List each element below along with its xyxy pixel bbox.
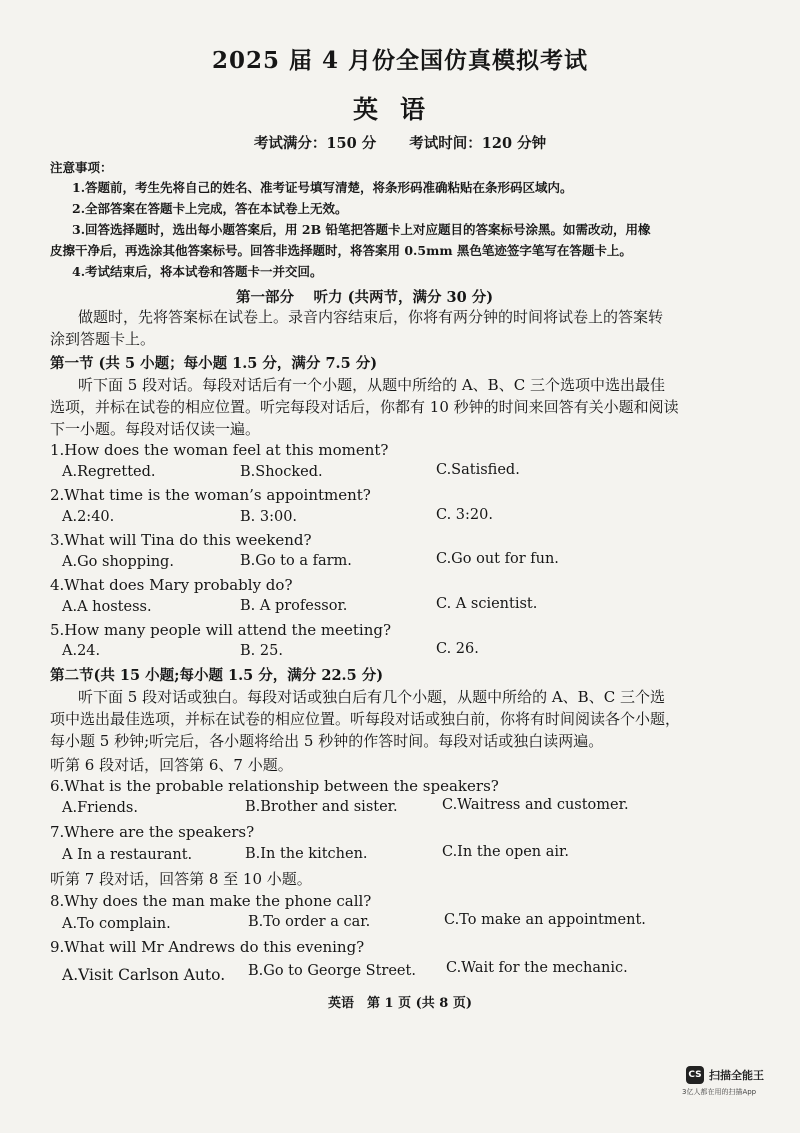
option-b: B.Brother and sister. [245,799,398,815]
option-c: C. A scientist. [436,596,538,612]
option-c: C.Waitress and customer. [442,797,629,813]
note-item: 4.考试结束后，将本试卷和答题卡一并交回。 [72,264,323,279]
option-a: A.Regretted. [62,464,156,480]
part1-intro: 做题时，先将答案标在试卷上。录音内容结束后，你将有两分钟的时间将试卷上的答案转 [78,308,664,326]
subject-title: 英语 [352,95,447,124]
option-a: A.Go shopping. [62,554,174,570]
question-text: 3.What will Tina do this weekend? [50,531,312,549]
question-text: 1.How does the woman feel at this moment? [50,441,389,459]
section1-intro: 下一小题。每段对话仅读一遍。 [50,420,261,438]
question-text: 4.What does Mary probably do? [50,576,293,594]
note-item: 3.回答选择题时，选出每小题答案后，用 2B 铅笔把答题卡上对应题目的答案标号涂黑。如需改动，用橡 [72,222,651,237]
section2-intro: 每小题 5 秒钟;听完后，各小题将给出 5 秒钟的作答时间。每段对话或独白读两遍。 [50,732,604,750]
option-b: B. 25. [240,643,283,659]
note-item: 2.全部答案在答题卡上完成，答在本试卷上无效。 [72,201,348,216]
part1-heading: 第一部分 听力 (共两节，满分 30 分) [236,289,494,306]
notes-heading: 注意事项： [50,160,113,175]
watermark-name: 扫描全能王 [709,1069,764,1082]
section2-heading: 第二节(共 15 小题;每小题 1.5 分，满分 22.5 分) [50,667,384,684]
option-a: A In a restaurant. [62,847,193,863]
exam-title: 2025 届 4 月份全国仿真模拟考试 [211,47,589,74]
option-b: B.Go to George Street. [248,963,416,979]
section1-heading: 第一节 (共 5 小题；每小题 1.5 分，满分 7.5 分) [50,355,378,372]
exam-meta [0,132,800,153]
dialog-instruction: 听第 7 段对话，回答第 8 至 10 小题。 [50,870,312,888]
option-a: A.Friends. [62,800,138,816]
option-c: C.Satisfied. [436,462,520,478]
option-a: A.To complain. [62,916,171,932]
option-c: C.In the open air. [442,844,569,860]
option-b: B.Shocked. [240,464,323,480]
option-c: C.To make an appointment. [444,912,646,928]
scanner-watermark [686,1066,764,1084]
option-b: B. A professor. [240,598,348,614]
question-text: 7.Where are the speakers? [50,823,255,841]
part1-intro: 涂到答题卡上。 [50,330,156,348]
camscanner-logo-icon: CS [686,1066,704,1084]
option-a: A.2:40. [62,509,115,525]
option-c: C. 26. [436,641,479,657]
full-score: 考试满分：150 分 [253,135,377,152]
option-c: C.Wait for the mechanic. [446,960,628,976]
exam-duration: 考试时间：120 分钟 [409,135,547,152]
question-text: 6.What is the probable relationship between the speakers? [50,777,499,795]
watermark-tagline: 3亿人都在用的扫描App [682,1088,757,1096]
note-item: 皮擦干净后，再选涂其他答案标号。回答非选择题时，将答案用 0.5mm 黑色笔迹签字笔写在答题卡上。 [50,243,632,258]
option-a: A.24. [62,643,101,659]
question-text: 9.What will Mr Andrews do this evening? [50,938,365,956]
section2-intro: 听下面 5 段对话或独白。每段对话或独白后有几个小题，从题中所给的 A、B、C 三个选 [78,688,665,706]
page-footer: 英语 第 1 页 (共 8 页) [327,996,473,1011]
option-a: A.A hostess. [62,599,152,615]
dialog-instruction: 听第 6 段对话，回答第 6、7 小题。 [50,756,293,774]
note-item: 1.答题前，考生先将自己的姓名、准考证号填写清楚，将条形码准确粘贴在条形码区域内。 [72,180,573,195]
section2-intro: 项中选出最佳选项，并标在试卷的相应位置。听每段对话或独白前，你将有时间阅读各个小题， [50,710,681,728]
section1-intro: 听下面 5 段对话。每段对话后有一个小题，从题中所给的 A、B、C 三个选项中选出最佳 [78,376,665,394]
option-a: A.Visit Carlson Auto. [62,966,226,984]
option-b: B.In the kitchen. [245,846,368,862]
option-b: B.Go to a farm. [240,553,352,569]
question-text: 5.How many people will attend the meeting? [50,621,392,639]
option-b: B. 3:00. [240,509,298,525]
question-text: 2.What time is the woman’s appointment? [50,486,371,504]
option-c: C. 3:20. [436,507,493,523]
option-c: C.Go out for fun. [436,551,559,567]
question-text: 8.Why does the man make the phone call? [50,892,372,910]
section1-intro: 选项，并标在试卷的相应位置。听完每段对话后，你都有 10 秒钟的时间来回答有关小题和阅读 [50,398,679,416]
option-b: B.To order a car. [248,914,371,930]
